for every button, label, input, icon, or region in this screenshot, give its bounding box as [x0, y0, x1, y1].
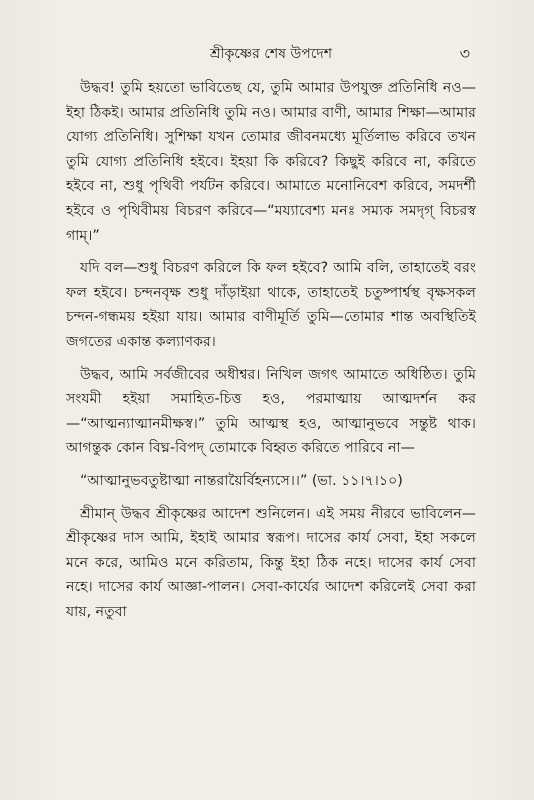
- verse-quote: “আত্মানুভবতুষ্টাত্মা নান্তরায়ৈর্বিহন্যসে।।” (ভা. ১১।৭।১০): [80, 472, 403, 489]
- paragraph: যদি বল—শুধু বিচরণ করিলে কি ফল হইবে? আমি বলি, তাহাতেই বরং ফল হইবে। চন্দনবৃক্ষ শুধু দাঁড়াইয়া থাকে, তাহাতেই চতুষ্পার্শ্বস্থ বৃক্ষসকল চন্দন-গন্ধময় হইয়া যায়। আমার বাণীমূর্তি তুমি—তোমার শান্ত অবস্থিতিই জগতের একান্ত কল্যাণকর।: [66, 260, 476, 350]
- paragraph: উদ্ধব, আমি সর্বজীবের অধীশ্বর। নিখিল জগৎ আমাতে অধিষ্ঠিত। তুমি সংযমী হইয়া সমাহিত-চিত্ত হও, পরমাত্মায় আত্মদর্শন কর—“আত্মন্যাত্মানমীক্ষস্ব।” তুমি আত্মস্থ হও, আত্মানুভবে সন্তুষ্ট থাক। আগন্তুক কোন বিঘ্ন-বিপদ্‌ তোমাকে বিহ্বত করিতে পারিবে না—: [66, 366, 476, 457]
- paragraph: উদ্ধব! তুমি হয়তো ভাবিতেছ যে, তুমি আমার উপযুক্ত প্রতিনিধি নও—ইহা ঠিকই। আমার প্রতিনিধি তুমি নও। আমার বাণী, আমার শিক্ষা—আমার যোগ্য প্রতিনিধি। সুশিক্ষা যখন তোমার জীবনমধ্যে মূর্তিলাভ করিবে তখন তুমি যোগ্য প্রতিনিধি হইবে। ইহয়া কি করিবে? কিছুই করিবে না, করিতে হইবে না, শুধু পৃথিবী পর্যটন করিবে। আমাতে মনোনিবেশ করিবে, সমদর্শী হইবে ও পৃথিবীময় বিচরণ করিবে—“ময্যাবেশ্য মনঃ সম্যক সমদৃগ্‌ বিচরস্ব গাম্‌।”: [66, 80, 476, 244]
- running-title: শ্রীকৃষ্ণের শেষ উপদেশ: [209, 46, 333, 62]
- body-text: [66, 76, 476, 624]
- page-number: ৩: [459, 44, 470, 63]
- paragraph: শ্রীমান্‌ উদ্ধব শ্রীকৃষ্ণের আদেশ শুনিলেন। এই সময় নীরবে ভাবিলেন—শ্রীকৃষ্ণের দাস আমি, ইহাই আমার স্বরূপ। দাসের কার্য সেবা, ইহা সকলে মনে করে, আমিও মনে করিতাম, কিন্তু ইহা ঠিক নহে। দাসের কার্য সেবা নহে। দাসের কার্য আজ্ঞা-পালন। সেবা-কার্যের আদেশ করিলেই সেবা করা যায়, নতুবা: [66, 505, 476, 620]
- page-header: [66, 44, 476, 76]
